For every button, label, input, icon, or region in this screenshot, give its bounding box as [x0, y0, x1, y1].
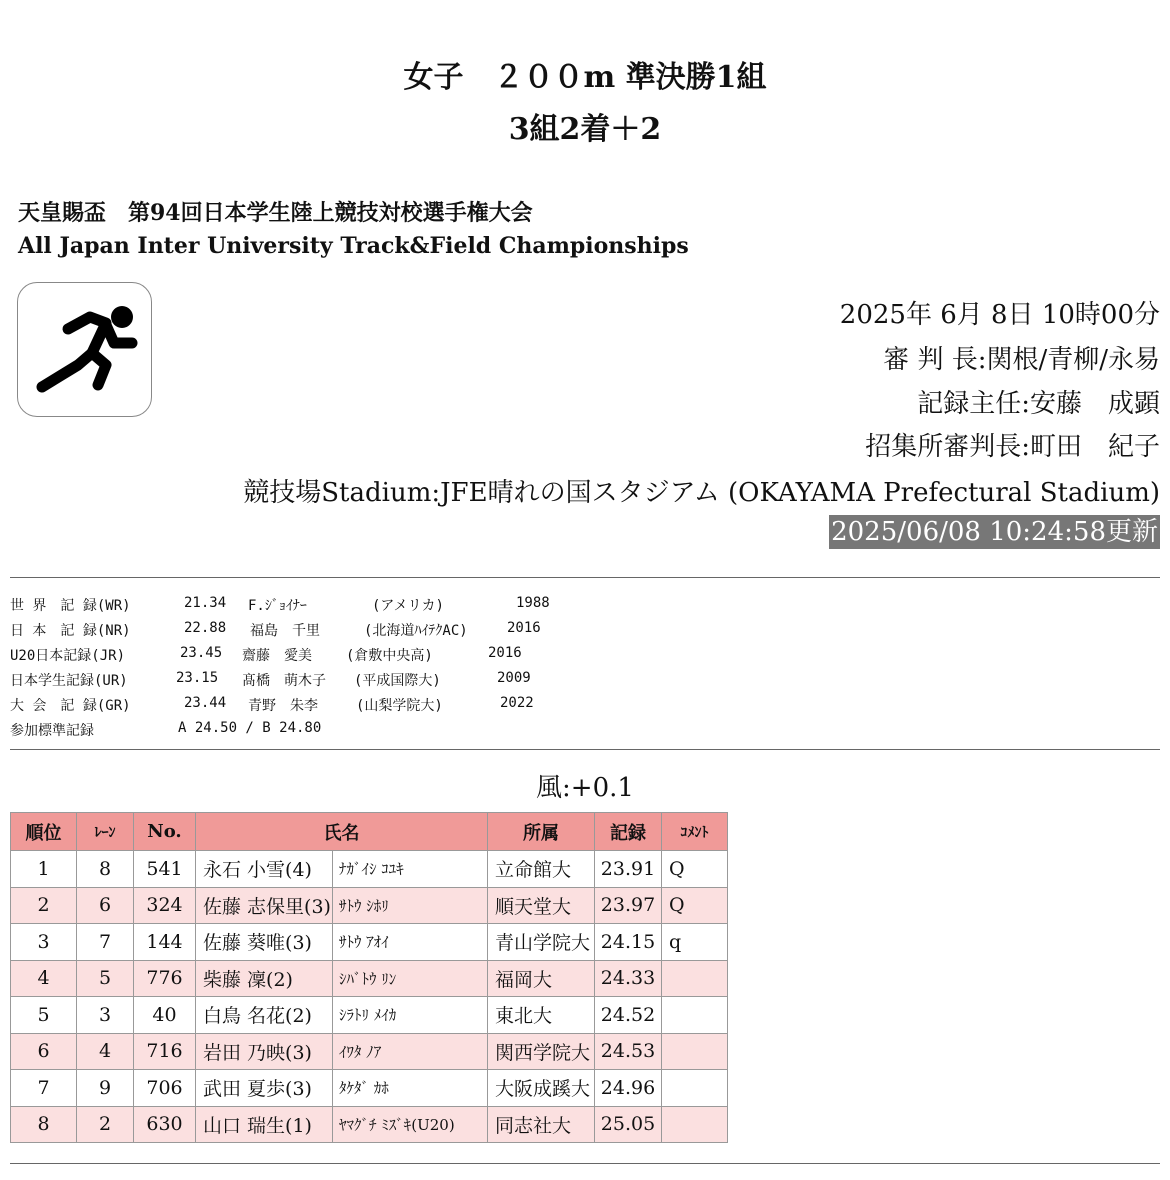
- kana-cell: ﾔﾏｸﾞﾁ ﾐｽﾞｷ(U20): [333, 1106, 488, 1143]
- event-logo: [17, 282, 152, 417]
- name-cell: 永石 小雪(4): [196, 851, 333, 888]
- bib-cell: 706: [134, 1070, 196, 1107]
- team-cell: 東北大: [488, 997, 595, 1034]
- table-row: [11, 887, 728, 924]
- bib-cell: 716: [134, 1033, 196, 1070]
- time-cell: 25.05: [595, 1106, 662, 1143]
- header-rank: 順位: [11, 813, 77, 851]
- bib-cell: 40: [134, 997, 196, 1034]
- lane-cell: 8: [77, 851, 134, 888]
- team-cell: 福岡大: [488, 960, 595, 997]
- header-no: No.: [134, 813, 196, 851]
- name-cell: 佐藤 志保里(3): [196, 887, 333, 924]
- lane-cell: 9: [77, 1070, 134, 1107]
- comment-cell: [662, 1033, 728, 1070]
- rank-cell: 5: [11, 997, 77, 1034]
- lane-cell: 3: [77, 997, 134, 1034]
- comment-cell: q: [662, 924, 728, 961]
- rank-cell: 2: [11, 887, 77, 924]
- time-cell: 24.52: [595, 997, 662, 1034]
- table-row: [11, 997, 728, 1034]
- comment-cell: [662, 997, 728, 1034]
- results-table: [10, 812, 728, 1143]
- kana-cell: ｲﾜﾀ ﾉｱ: [333, 1033, 488, 1070]
- kana-cell: ｼﾗﾄﾘ ﾒｲｶ: [333, 997, 488, 1034]
- table-row: [11, 1070, 728, 1107]
- comment-cell: [662, 1106, 728, 1143]
- rank-cell: 6: [11, 1033, 77, 1070]
- team-cell: 関西学院大: [488, 1033, 595, 1070]
- team-cell: 青山学院大: [488, 924, 595, 961]
- table-header: [11, 813, 728, 851]
- name-cell: 岩田 乃映(3): [196, 1033, 333, 1070]
- lane-cell: 2: [77, 1106, 134, 1143]
- table-row: [11, 924, 728, 961]
- bib-cell: 630: [134, 1106, 196, 1143]
- time-cell: 24.53: [595, 1033, 662, 1070]
- bib-cell: 324: [134, 887, 196, 924]
- header-time: 記録: [595, 813, 662, 851]
- table-row: [11, 1033, 728, 1070]
- header-comment: ｺﾒﾝﾄ: [662, 813, 728, 851]
- comment-cell: [662, 1070, 728, 1107]
- name-cell: 佐藤 葵唯(3): [196, 924, 333, 961]
- kana-cell: ｼﾊﾞﾄｳ ﾘﾝ: [333, 960, 488, 997]
- comment-cell: Q: [662, 887, 728, 924]
- team-cell: 立命館大: [488, 851, 595, 888]
- name-cell: 柴藤 凜(2): [196, 960, 333, 997]
- header-name: 氏名: [196, 813, 488, 851]
- kana-cell: ｻﾄｳ ｱｵｲ: [333, 924, 488, 961]
- lane-cell: 6: [77, 887, 134, 924]
- divider: [10, 577, 1160, 578]
- divider: [10, 1163, 1160, 1164]
- recorder: 記録主任:安藤 成顕: [917, 389, 1160, 419]
- name-cell: 山口 瑞生(1): [196, 1106, 333, 1143]
- comment-cell: Q: [662, 851, 728, 888]
- stadium: 競技場Stadium:JFE晴れの国スタジアム (OKAYAMA Prefectural Stadium): [243, 478, 1160, 508]
- lane-cell: 4: [77, 1033, 134, 1070]
- running-athlete-icon: [18, 283, 153, 418]
- comment-cell: [662, 960, 728, 997]
- header-lane: ﾚｰﾝ: [77, 813, 134, 851]
- rank-cell: 3: [11, 924, 77, 961]
- kana-cell: ｻﾄｳ ｼﾎﾘ: [333, 887, 488, 924]
- referee: 審 判 長:関根/青柳/永易: [883, 345, 1160, 375]
- table-row: [11, 960, 728, 997]
- time-cell: 24.96: [595, 1070, 662, 1107]
- name-cell: 白鳥 名花(2): [196, 997, 333, 1034]
- lane-cell: 5: [77, 960, 134, 997]
- rank-cell: 4: [11, 960, 77, 997]
- updated-badge: 2025/06/08 10:24:58更新: [831, 517, 1158, 547]
- wind-reading: 風:+0.1: [536, 773, 634, 803]
- time-cell: 24.33: [595, 960, 662, 997]
- time-cell: 23.97: [595, 887, 662, 924]
- time-cell: 23.91: [595, 851, 662, 888]
- table-row: [11, 1106, 728, 1143]
- team-cell: 同志社大: [488, 1106, 595, 1143]
- meet-name-en: All Japan Inter University Track&Field Championships: [18, 233, 689, 259]
- meet-name-jp: 天皇賜盃 第94回日本学生陸上競技対校選手権大会: [18, 200, 533, 226]
- call-room-referee: 招集所審判長:町田 紀子: [865, 432, 1160, 462]
- bib-cell: 776: [134, 960, 196, 997]
- qualify-rule: 3組2着＋2: [508, 112, 662, 147]
- bib-cell: 144: [134, 924, 196, 961]
- header-team: 所属: [488, 813, 595, 851]
- event-title: 女子 ２００m 準決勝1組: [403, 60, 767, 95]
- table-row: [11, 851, 728, 888]
- lane-cell: 7: [77, 924, 134, 961]
- divider: [10, 749, 1160, 750]
- time-cell: 24.15: [595, 924, 662, 961]
- datetime: 2025年 6月 8日 10時00分: [839, 300, 1160, 330]
- name-cell: 武田 夏歩(3): [196, 1070, 333, 1107]
- rank-cell: 7: [11, 1070, 77, 1107]
- kana-cell: ﾀｹﾀﾞ ｶﾎ: [333, 1070, 488, 1107]
- team-cell: 順天堂大: [488, 887, 595, 924]
- rank-cell: 8: [11, 1106, 77, 1143]
- kana-cell: ﾅｶﾞｲｼ ｺﾕｷ: [333, 851, 488, 888]
- team-cell: 大阪成蹊大: [488, 1070, 595, 1107]
- rank-cell: 1: [11, 851, 77, 888]
- bib-cell: 541: [134, 851, 196, 888]
